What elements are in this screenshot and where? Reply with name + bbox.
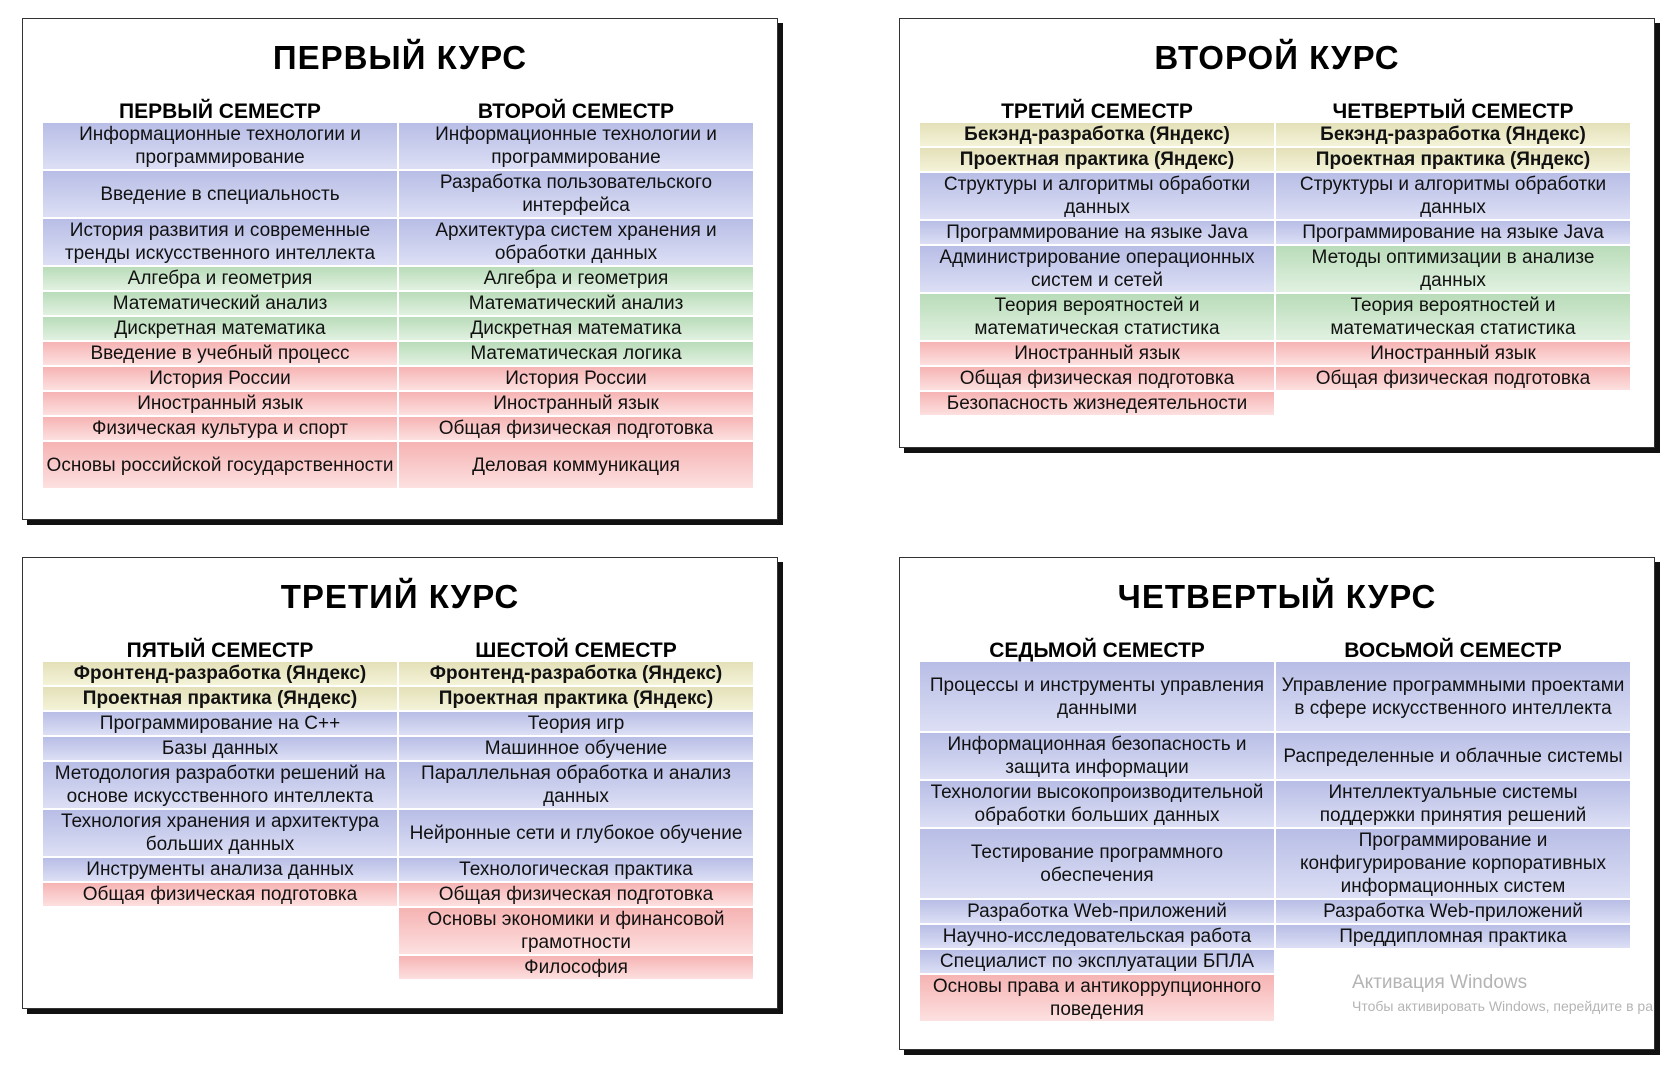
subject-list: [1276, 662, 1630, 949]
subject-cell: Информационные технологии и программирование: [399, 123, 753, 170]
subject-list: [1276, 123, 1630, 391]
subject-cell: Введение в учебный процесс: [43, 342, 397, 366]
subject-cell: Процессы и инструменты управления данными: [920, 662, 1274, 732]
watermark-subtitle: Чтобы активировать Windows, перейдите в ра: [1352, 998, 1653, 1014]
subject-cell: Теория игр: [399, 712, 753, 736]
watermark-title: Активация Windows: [1352, 972, 1528, 993]
semester-title: ЧЕТВЕРТЫЙ СЕМЕСТР: [1332, 100, 1574, 123]
subject-cell: Общая физическая подготовка: [399, 417, 753, 441]
subject-cell: Проектная практика (Яндекс): [399, 687, 753, 711]
semester-column: [43, 93, 397, 489]
subject-cell: Фронтенд-разработка (Яндекс): [43, 662, 397, 686]
subject-cell: Иностранный язык: [1276, 342, 1630, 366]
subject-cell: Информационные технологии и программирование: [43, 123, 397, 170]
subject-cell: Основы экономики и финансовой грамотности: [399, 908, 753, 955]
subject-cell: Деловая коммуникация: [399, 442, 753, 489]
subject-cell: Программирование и конфигурирование корпоративных информационных систем: [1276, 829, 1630, 899]
subject-cell: Разработка пользовательского интерфейса: [399, 171, 753, 218]
subject-cell: Распределенные и облачные системы: [1276, 733, 1630, 780]
subject-cell: Основы российской государственности: [43, 442, 397, 489]
semester-title: ШЕСТОЙ СЕМЕСТР: [475, 639, 677, 662]
subject-cell: Технология хранения и архитектура больших данных: [43, 810, 397, 857]
subject-cell: Администрирование операционных систем и сетей: [920, 246, 1274, 293]
subject-cell: Философия: [399, 956, 753, 980]
semester-columns: [43, 632, 753, 980]
subject-cell: История развития и современные тренды искусственного интеллекта: [43, 219, 397, 266]
semester-title: ПЯТЫЙ СЕМЕСТР: [126, 639, 314, 662]
course-title: ЧЕТВЕРТЫЙ КУРС: [1117, 578, 1437, 615]
course-panel-2: [899, 18, 1655, 448]
subject-cell: Иностранный язык: [920, 342, 1274, 366]
subject-cell: Физическая культура и спорт: [43, 417, 397, 441]
subject-cell: Общая физическая подготовка: [1276, 367, 1630, 391]
subject-cell: Инструменты анализа данных: [43, 858, 397, 882]
windows-activation-watermark: [1352, 972, 1653, 1014]
semester-title: ТРЕТИЙ СЕМЕСТР: [1001, 100, 1193, 123]
subject-cell: Научно-исследовательская работа: [920, 925, 1274, 949]
subject-cell: Проектная практика (Яндекс): [1276, 148, 1630, 172]
course-title: ТРЕТИЙ КУРС: [280, 578, 520, 615]
subject-cell: Проектная практика (Яндекс): [43, 687, 397, 711]
subject-cell: Структуры и алгоритмы обработки данных: [1276, 173, 1630, 220]
subject-cell: Основы права и антикоррупционного поведения: [920, 975, 1274, 1022]
subject-cell: Дискретная математика: [43, 317, 397, 341]
subject-cell: Технологии высокопроизводительной обработки больших данных: [920, 781, 1274, 828]
subject-cell: Программирование на С++: [43, 712, 397, 736]
subject-cell: Проектная практика (Яндекс): [920, 148, 1274, 172]
subject-cell: Общая физическая подготовка: [43, 883, 397, 907]
subject-list: [399, 123, 753, 489]
subject-cell: Алгебра и геометрия: [399, 267, 753, 291]
subject-cell: Общая физическая подготовка: [920, 367, 1274, 391]
semester-column: [920, 632, 1274, 1022]
subject-cell: Иностранный язык: [43, 392, 397, 416]
subject-cell: Фронтенд-разработка (Яндекс): [399, 662, 753, 686]
semester-columns: [920, 93, 1630, 416]
subject-cell: Математический анализ: [43, 292, 397, 316]
subject-cell: Безопасность жизнедеятельности: [920, 392, 1274, 416]
course-panel-1: [22, 18, 778, 520]
subject-cell: История России: [399, 367, 753, 391]
subject-list: [920, 662, 1274, 1022]
subject-cell: Математическая логика: [399, 342, 753, 366]
subject-cell: Методы оптимизации в анализе данных: [1276, 246, 1630, 293]
semester-columns: [43, 93, 753, 489]
subject-cell: Нейронные сети и глубокое обучение: [399, 810, 753, 857]
semester-column: [1276, 93, 1630, 416]
subject-cell: Специалист по эксплуатации БПЛА: [920, 950, 1274, 974]
semester-columns: [920, 632, 1630, 1022]
subject-cell: Математический анализ: [399, 292, 753, 316]
semester-column: [399, 632, 753, 980]
course-title: ВТОРОЙ КУРС: [1154, 39, 1400, 76]
subject-cell: Преддипломная практика: [1276, 925, 1630, 949]
subject-cell: Теория вероятностей и математическая статистика: [920, 294, 1274, 341]
subject-cell: Программирование на языке Java: [1276, 221, 1630, 245]
subject-list: [43, 123, 397, 489]
subject-cell: Иностранный язык: [399, 392, 753, 416]
subject-cell: Программирование на языке Java: [920, 221, 1274, 245]
subject-cell: Методология разработки решений на основе искусственного интеллекта: [43, 762, 397, 809]
subject-cell: Разработка Web-приложений: [920, 900, 1274, 924]
semester-column: [920, 93, 1274, 416]
subject-cell: Введение в специальность: [43, 171, 397, 218]
subject-cell: Управление программными проектами в сфере искусственного интеллекта: [1276, 662, 1630, 732]
semester-title: СЕДЬМОЙ СЕМЕСТР: [989, 639, 1205, 662]
subject-cell: Теория вероятностей и математическая статистика: [1276, 294, 1630, 341]
subject-cell: Бекэнд-разработка (Яндекс): [920, 123, 1274, 147]
semester-title: ПЕРВЫЙ СЕМЕСТР: [119, 100, 321, 123]
subject-cell: Параллельная обработка и анализ данных: [399, 762, 753, 809]
course-panel-3: [22, 557, 778, 1009]
semester-title: ВТОРОЙ СЕМЕСТР: [477, 100, 675, 123]
semester-title: ВОСЬМОЙ СЕМЕСТР: [1344, 639, 1562, 662]
subject-cell: Бекэнд-разработка (Яндекс): [1276, 123, 1630, 147]
subject-cell: Структуры и алгоритмы обработки данных: [920, 173, 1274, 220]
subject-cell: Машинное обучение: [399, 737, 753, 761]
subject-cell: Дискретная математика: [399, 317, 753, 341]
semester-column: [399, 93, 753, 489]
subject-cell: Технологическая практика: [399, 858, 753, 882]
subject-cell: Архитектура систем хранения и обработки данных: [399, 219, 753, 266]
subject-cell: Базы данных: [43, 737, 397, 761]
subject-cell: Общая физическая подготовка: [399, 883, 753, 907]
semester-column: [43, 632, 397, 980]
semester-column: [1276, 632, 1630, 1022]
subject-cell: Информационная безопасность и защита информации: [920, 733, 1274, 780]
subject-list: [920, 123, 1274, 416]
subject-cell: Тестирование программного обеспечения: [920, 829, 1274, 899]
course-title: ПЕРВЫЙ КУРС: [272, 39, 528, 76]
subject-cell: История России: [43, 367, 397, 391]
subject-cell: Разработка Web-приложений: [1276, 900, 1630, 924]
subject-cell: Интеллектуальные системы поддержки принятия решений: [1276, 781, 1630, 828]
subject-cell: Алгебра и геометрия: [43, 267, 397, 291]
subject-list: [43, 662, 397, 907]
subject-list: [399, 662, 753, 980]
